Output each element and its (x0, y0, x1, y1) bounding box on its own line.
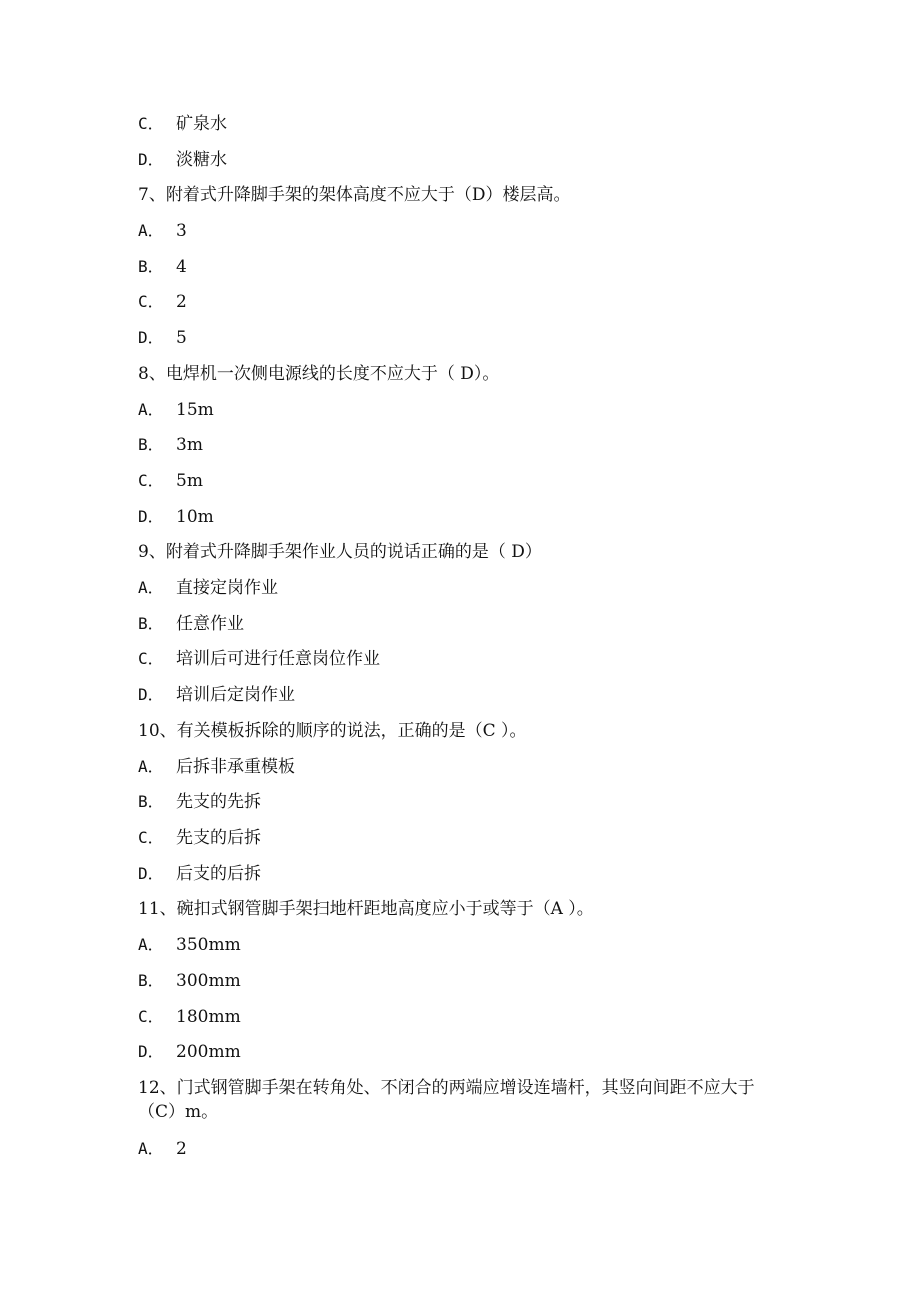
option-text: 后拆非承重模板 (176, 757, 295, 777)
option-letter: D． (138, 685, 164, 704)
option-letter: A． (138, 1139, 164, 1158)
option-text: 200mm (176, 1042, 241, 1062)
option-line (138, 399, 798, 421)
option-line (138, 1006, 798, 1028)
option-line (138, 256, 798, 278)
option-letter: B． (138, 971, 164, 990)
option-text: 先支的后拆 (176, 828, 261, 848)
option-line (138, 613, 798, 635)
option-letter: C． (138, 471, 164, 490)
option-line (138, 934, 798, 956)
option-line (138, 1041, 798, 1063)
option-text: 培训后定岗作业 (176, 685, 295, 705)
option-text: 矿泉水 (176, 114, 227, 134)
option-text: 培训后可进行任意岗位作业 (176, 649, 380, 669)
option-letter: B． (138, 435, 164, 454)
option-text: 任意作业 (176, 614, 244, 634)
option-letter: C． (138, 114, 164, 133)
option-text: 180mm (176, 1007, 241, 1027)
option-line (138, 577, 798, 599)
option-line (138, 220, 798, 242)
option-text: 3 (176, 221, 187, 241)
option-text: 15m (176, 400, 214, 420)
option-text: 5m (176, 471, 203, 491)
option-line (138, 113, 798, 135)
option-letter: C． (138, 828, 164, 847)
option-line (138, 470, 798, 492)
option-text: 5 (176, 328, 187, 348)
option-letter: A． (138, 935, 164, 954)
option-letter: A． (138, 221, 164, 240)
question-8: 8、电焊机一次侧电源线的长度不应大于（ D）。 (138, 364, 500, 384)
option-text: 300mm (176, 971, 241, 991)
option-line (138, 863, 798, 885)
option-letter: A． (138, 757, 164, 776)
option-text: 3m (176, 435, 203, 455)
option-text: 2 (176, 1139, 187, 1159)
option-text: 先支的先拆 (176, 792, 261, 812)
option-line (138, 327, 798, 349)
option-line (138, 827, 798, 849)
option-letter: C． (138, 1007, 164, 1026)
option-letter: B． (138, 614, 164, 633)
option-text: 淡糖水 (176, 150, 227, 170)
option-letter: A． (138, 400, 164, 419)
option-line (138, 684, 798, 706)
option-letter: D． (138, 1042, 164, 1061)
option-letter: D． (138, 150, 164, 169)
option-text: 直接定岗作业 (176, 578, 278, 598)
option-line (138, 291, 798, 313)
option-line (138, 756, 798, 778)
option-letter: D． (138, 328, 164, 347)
question-7: 7、附着式升降脚手架的架体高度不应大于（D）楼层高。 (138, 185, 571, 205)
option-letter: C． (138, 292, 164, 311)
question-9: 9、附着式升降脚手架作业人员的说话正确的是（ D） (138, 542, 542, 562)
option-letter: B． (138, 257, 164, 276)
option-line (138, 648, 798, 670)
option-line (138, 791, 798, 813)
option-text: 350mm (176, 935, 241, 955)
option-text: 4 (176, 257, 187, 277)
option-letter: B． (138, 792, 164, 811)
option-letter: C． (138, 649, 164, 668)
option-line (138, 434, 798, 456)
question-12: 12、门式钢管脚手架在转角处、不闭合的两端应增设连墙杆，其竖向间距不应大于（C）m。 (138, 1078, 755, 1122)
question-10: 10、有关模板拆除的顺序的说法，正确的是（C ）。 (138, 721, 527, 741)
option-line (138, 970, 798, 992)
option-line (138, 1138, 798, 1160)
option-text: 2 (176, 292, 187, 312)
option-letter: D． (138, 864, 164, 883)
option-text: 后支的后拆 (176, 864, 261, 884)
option-line (138, 149, 798, 171)
question-11: 11、碗扣式钢管脚手架扫地杆距地高度应小于或等于（A ）。 (138, 899, 594, 919)
option-line (138, 506, 798, 528)
option-letter: D． (138, 507, 164, 526)
option-letter: A． (138, 578, 164, 597)
option-text: 10m (176, 507, 214, 527)
